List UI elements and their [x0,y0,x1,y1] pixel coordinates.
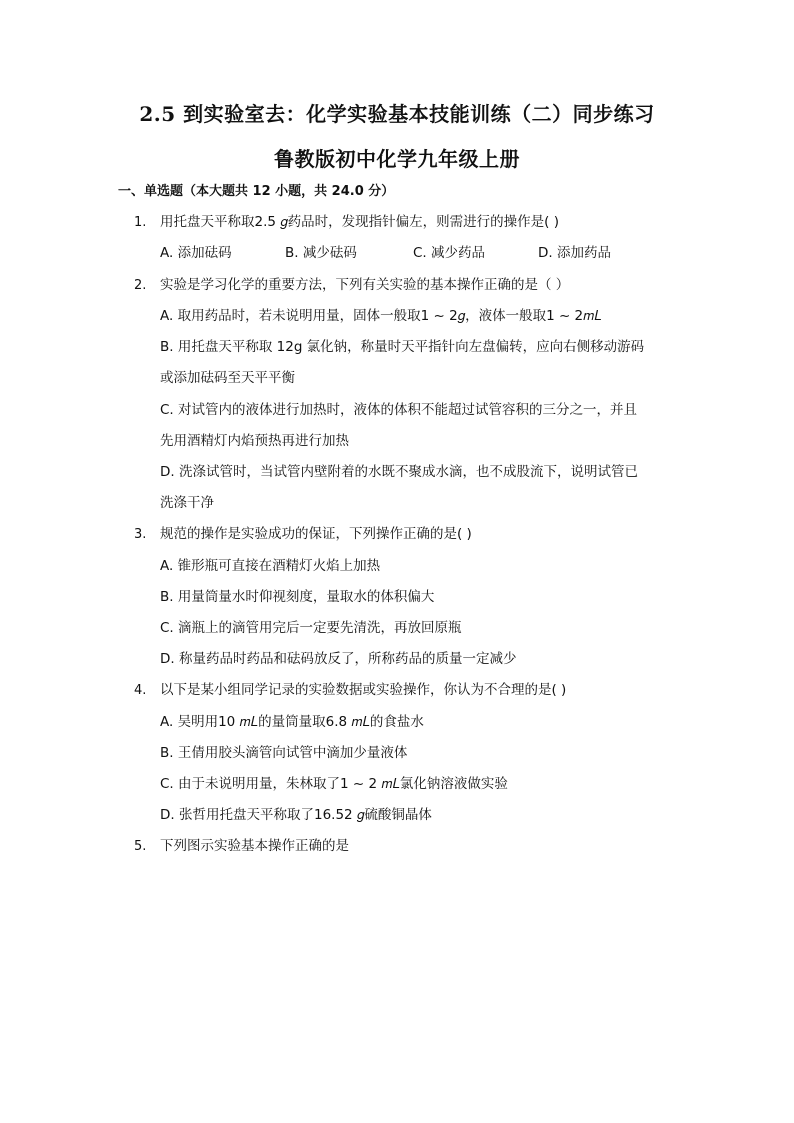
document-subtitle: 鲁教版初中化学九年级上册 [274,147,520,171]
option-c: C. 由于未说明用量，朱林取了1 ~ 2 𝑚𝐿氯化钠溶液做实验 [160,776,508,792]
option-c: C. 减少药品 [413,245,486,261]
option-b: B. 减少砝码 [285,245,357,261]
option-d: D. 洗涤试管时，当试管内壁附着的水既不聚成水滴，也不成股流下，说明试管已 [160,464,638,480]
option-a: A. 锥形瓶可直接在酒精灯火焰上加热 [160,558,381,574]
question-number: 1. [134,215,147,230]
option-a: A. 取用药品时，若未说明用量，固体一般取1 ~ 2𝑔，液体一般取1 ~ 2𝑚𝐿 [160,308,602,324]
option-b: B. 用托盘天平称取 12g 氯化钠，称量时天平指针向左盘偏转，应向右侧移动游码 [160,339,645,355]
option-d: D. 添加药品 [538,245,611,261]
option-d-continued: 洗涤干净 [160,495,214,511]
section-heading: 一、单选题（本大题共 12 小题，共 24.0 分） [118,184,395,199]
question-text: 下列图示实验基本操作正确的是 [160,838,349,854]
option-a: A. 添加砝码 [160,245,232,261]
option-c-continued: 先用酒精灯内焰预热再进行加热 [160,433,349,449]
question-text: 实验是学习化学的重要方法，下列有关实验的基本操作正确的是（ ） [160,277,570,293]
question-text: 用托盘天平称取2.5 𝑔药品时，发现指针偏左，则需进行的操作是( ) [160,214,560,230]
option-c: C. 对试管内的液体进行加热时，液体的体积不能超过试管容积的三分之一，并且 [160,402,638,418]
option-b-continued: 或添加砝码至天平平衡 [160,370,295,386]
question-text: 以下是某小组同学记录的实验数据或实验操作，你认为不合理的是( ) [160,682,567,698]
document-title: 2.5 到实验室去：化学实验基本技能训练（二）同步练习 [139,102,655,126]
option-a: A. 吴明用10 𝑚𝐿的量筒量取6.8 𝑚𝐿的食盐水 [160,714,424,730]
option-b: B. 用量筒量水时仰视刻度，量取水的体积偏大 [160,589,435,605]
question-number: 3. [134,527,147,542]
option-d: D. 张哲用托盘天平称取了16.52 𝑔硫酸铜晶体 [160,807,432,823]
option-b: B. 王倩用胶头滴管向试管中滴加少量液体 [160,745,408,761]
option-d: D. 称量药品时药品和砝码放反了，所称药品的质量一定减少 [160,651,517,667]
option-c: C. 滴瓶上的滴管用完后一定要先清洗，再放回原瓶 [160,620,462,636]
question-number: 5. [134,839,147,854]
question-text: 规范的操作是实验成功的保证，下列操作正确的是( ) [160,526,472,542]
question-number: 2. [134,278,147,293]
question-number: 4. [134,683,147,698]
